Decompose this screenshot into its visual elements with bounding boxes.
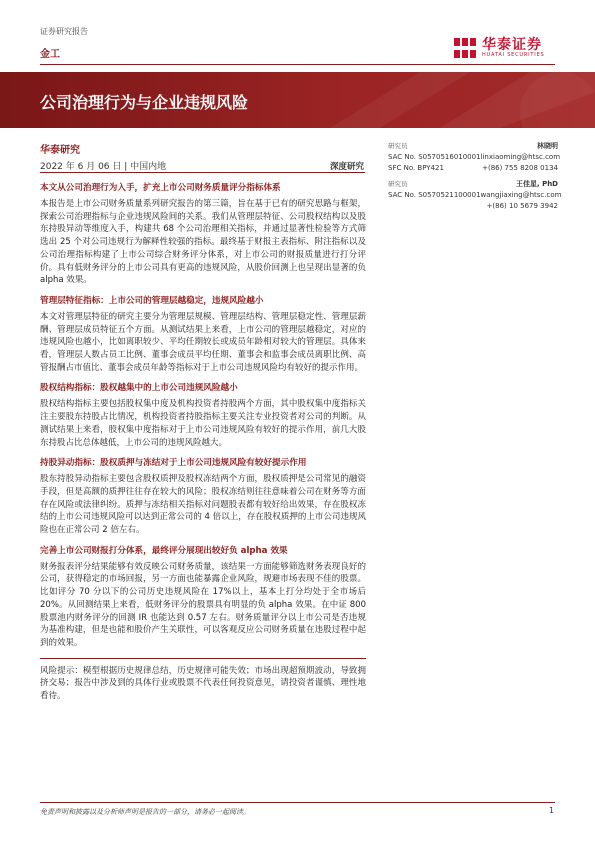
logo-subtitle: HUATAI SECURITIES [482, 52, 545, 58]
analyst-sfc: SFC No. BPY421 [388, 164, 444, 172]
analyst-email[interactable]: wangjiaxing@htsc.com [480, 191, 562, 199]
header-divider [40, 64, 555, 65]
summary-section [40, 545, 366, 650]
report-region: 中国内地 [130, 162, 167, 172]
document-type-label: 证券研究报告 [40, 27, 88, 36]
analyst-phone: +(86) 10 5679 3942 [486, 202, 558, 210]
analyst-sac: SAC No. S0570516010001 [388, 153, 481, 161]
footer-disclaimer: 免责声明和披露以及分析师声明是报告的一部分，请务必一起阅读。 [40, 808, 250, 816]
industry-label: 金工 [40, 49, 60, 60]
analyst-card [388, 179, 562, 212]
summary-section [40, 382, 366, 449]
analyst-phone: +(86) 755 8208 0134 [482, 164, 558, 172]
report-kind: 深度研究 [330, 162, 365, 172]
risk-label: 风险提示： [40, 665, 83, 676]
analyst-name: 林晓明 [537, 142, 558, 150]
analyst-email[interactable]: linxiaoming@htsc.com [480, 153, 561, 161]
section-title: 股权结构指标：股权越集中的上市公司违规风险越小 [40, 383, 238, 394]
summary-section [40, 182, 366, 287]
section-title: 管理层特征指标：上市公司的管理层越稳定，违规风险越小 [40, 295, 264, 306]
section-body: 股权结构指标主要包括股权集中度及机构投资者持股两个方面，其中股权集中度指标关注主要股东持股占比情况，机构投资者持股指标主要关注专业投资者对公司的判断。从测试结果上来看，股权集中度指标对于上市公司违规风险有较好的提示作用，前几大股东持股占比总体越低，上市公司的违规风险越大。 [40, 399, 366, 448]
summary-section [40, 457, 366, 537]
section-body: 本文对管理层特征的研究主要分为管理层规模、管理层结构、管理层稳定性、管理层薪酬、管理层成员特征五个方面。从测试结果上来看，上市公司的管理层越稳定，对应的违规风险也越小，比如离职较少、平均任期较长或成员年龄相对较大的管理层。具体来看，管理层人数占员工比例、董事会成员平均任期、董事会和监事会成员离职比例、高管报酬占市值比、董事会成员年龄等指标对于上市公司违规风险均有较好的提示作用。 [40, 311, 366, 373]
analyst-role: 研究员 [388, 142, 408, 150]
section-body: 本报告是上市公司财务质量系列研究报告的第三篇，旨在基于已有的研究思路与框架，探索公司治理指标与企业违规风险间的关系。我们从管理层特征、公司股权结构以及股东持股异动等维度入手，构建共 68 个公司治理相关指标，并通过显著性检验等方式筛选出 25 个对公司违规行为解释性较强的指标。最终基于财报主表指标、附注指标以及公司治理指标构建了上市公司综合财务评分体系，对上市公司的财报质量进行打分评价。具有低财务评分的上市公司具有更高的违规风险，从股价回测上也呈现出显著的负 alpha 效果。 [40, 199, 366, 286]
report-dateline [40, 159, 166, 172]
report-date: 2022 年 6 月 06 日 [40, 162, 122, 172]
date-divider [40, 172, 365, 173]
analyst-card [388, 141, 561, 174]
page-number: 1 [549, 806, 555, 815]
section-title: 持股异动指标：股权质押与冻结对于上市公司违规风险有较好提示作用 [40, 458, 307, 469]
risk-divider [40, 658, 366, 659]
analyst-sac: SAC No. S0570521100001 [388, 191, 481, 199]
analyst-role: 研究员 [388, 180, 408, 188]
dateline-separator: | [124, 162, 131, 172]
section-title: 完善上市公司财报打分体系，最终评分展现出较好负 alpha 效果 [40, 545, 288, 556]
section-body: 财务报表评分结果能够有效反映公司财务质量，该结果一方面能够筛选财务表现良好的公司，获得稳定的市场回报，另一方面也能暴露企业风险，规避市场表现不佳的股票。比如评分 70 分以下的公司历史违规风险在 17%以上，基本上打分均处于全市场后 20%。从回测结果上来看，低财务评分的股票具有明显的负 alpha 效果。在中证 800 股票池内财务评分的回测 IR 也能达到 0.57 左右。财务质量评分以上市公司是否违规为基准构建，但是也能和股价产生关联性，可以客观反应公司财务质量在违股过程中起到的效果。 [40, 561, 366, 648]
report-title: 公司治理行为与企业违规风险 [40, 93, 249, 112]
logo-name: 华泰证券 [482, 37, 542, 53]
analyst-name: 王佳星, PhD [515, 180, 558, 188]
title-banner [0, 72, 595, 128]
footer-divider [40, 802, 555, 803]
summary-column [40, 182, 366, 703]
risk-body: 模型根据历史规律总结，历史规律可能失效；市场出现超预期波动，导致拥挤交易；报告中涉及到的具体行业或股票不代表任何投资意见，请投资者谨慎、理性地看待。 [40, 665, 366, 702]
section-body: 股东持股异动指标主要包含股权质押及股权冻结两个方面，股权质押是公司常见的融资手段，但是高额的质押往往存在较大的风险；股权冻结则往往意味着公司在财务等方面存在风险或法律纠纷。质押与冻结相关指标对问题股表都有较好给出效果，存在股权冻结的上市公司违规风险可以达到正常公司的 4 倍以上，存在股权质押的上市公司违规风险也在正常公司 2 倍左右。 [40, 474, 366, 536]
research-brand: 华泰研究 [40, 145, 80, 156]
risk-warning [40, 665, 366, 703]
company-logo [452, 34, 572, 64]
summary-section [40, 295, 366, 375]
logo-emblem-icon [452, 35, 478, 61]
section-title: 本文从公司治理行为入手，扩充上市公司财务质量评分指标体系 [40, 183, 281, 193]
